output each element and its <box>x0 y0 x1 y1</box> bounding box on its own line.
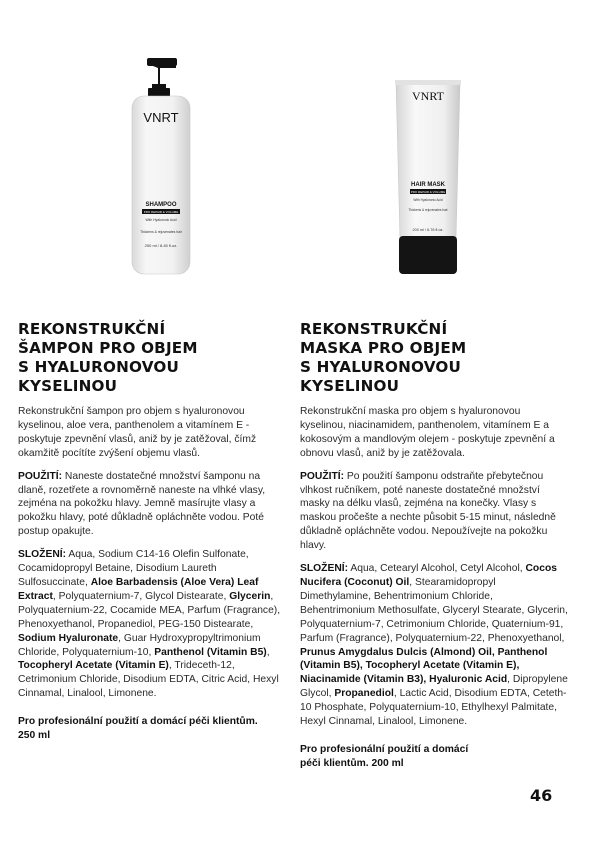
ingredient-text: , Polyquaternium-7, Glycol Distearate, <box>52 590 230 602</box>
hair-mask-description: Rekonstrukční maska pro objem s hyaluronovou kyselinou, niacinamidem, panthenolem, vitamínem E a kokosovým a mandlovým olejem - poskytuje zpevnění a obnovu vlasů, aniž by je zatěžovala. <box>300 406 555 459</box>
ingredient-highlight: Propanediol <box>334 688 394 700</box>
shampoo-usage-label: POUŽITÍ: <box>18 470 63 482</box>
shampoo-usage-text: Naneste dostatečné množství šamponu na dlaně, rozetřete a rovnoměrně naneste na vlhké vlasy, zejména na pokožku hlavy. Jemně masírujte vlasy a pokožku hlavy, poté důkladně opláchněte vodou. Poté postup opakujte. <box>18 470 266 538</box>
hair-mask-tube-image <box>388 78 468 278</box>
ingredient-highlight: Glycerin <box>229 590 271 602</box>
shampoo-label-sub1: PRO REPAIR & VOLUME <box>143 210 179 214</box>
shampoo-usage <box>18 470 286 540</box>
ingredient-highlight: Aloe Barbadensis (Aloe Vera) Leaf Extract <box>18 576 259 602</box>
ingredient-text: , Dipropylene Glycol, <box>300 674 568 700</box>
hair-mask-usage <box>300 470 568 553</box>
hair-mask-ingredients-label: SLOŽENÍ: <box>300 563 349 575</box>
ingredient-text: Aqua, Cetearyl Alcohol, Cetyl Alcohol, <box>348 563 526 575</box>
ingredient-text: , Stearamidopropyl Dimethylamine, Behentrimonium Chloride, Behentrimonium Methosulfate, Glyceryl Stearate, Glycerin, Polyquaternium-7, Cetrimonium Chloride, Quaternium-91, Parfum (Fragrance), Polyquaternium-22, Phenoxyethanol, <box>300 576 568 644</box>
mask-label-sub2: With Hyaluronic Acid <box>413 198 443 202</box>
shampoo-product-section <box>18 320 286 743</box>
shampoo-title: REKONSTRUKČNÍ ŠAMPON PRO OBJEM S HYALURONOVOU KYSELINOU <box>18 320 198 395</box>
ingredient-highlight: Panthenol (Vitamin B5) <box>154 646 267 658</box>
hair-mask-footer-note: Pro profesionální použití a domácí péči klientům. 200 ml <box>300 743 469 769</box>
mask-label-volume: 200 ml / 6.76 fl.oz. <box>412 228 444 232</box>
ingredient-text: Aqua, Sodium C14-16 Olefin Sulfonate, Cocamidopropyl Betaine, Disodium Laureth Sulfosuccinate, <box>18 549 249 588</box>
shampoo-label-volume: 250 ml / 8.45 fl.oz. <box>144 243 178 248</box>
shampoo-ingredients <box>18 548 286 701</box>
shampoo-label-name: SHAMPOO <box>145 202 177 208</box>
mask-brand: VNRT <box>412 89 444 103</box>
ingredient-text: , Trideceth-12, Cetrimonium Chloride, Disodium EDTA, Citric Acid, Hexyl Cinnamal, Linalool, Limonene. <box>18 660 279 700</box>
mask-label-name: HAIR MASK <box>411 182 445 188</box>
shampoo-ingredients-text <box>18 549 280 699</box>
mask-label-sub1: PRO REPAIR & VOLUME <box>410 190 446 194</box>
ingredient-highlight: Cocos Nucifera (Coconut) Oil <box>300 563 557 588</box>
ingredient-highlight: Tocopheryl Acetate (Vitamin E) <box>18 660 169 672</box>
shampoo-bottle-image <box>118 50 208 280</box>
shampoo-label-sub2: With Hyaluronic Acid <box>145 218 177 222</box>
ingredient-highlight: Sodium Hyaluronate <box>18 632 119 644</box>
hair-mask-usage-text: Po použití šamponu odstraňte přebytečnou vlhkost ručníkem, poté naneste dostatečné množství masky na délku vlasů, zejména na konečky. Vlasy s maskou pročešte a nechte působit 5-15 minut, následně důkladně opláchněte vodou. Nepoužívejte na pokožku hlavy. <box>300 470 556 552</box>
ingredient-text: , <box>266 646 270 658</box>
ingredient-text: , Lactic Acid, Disodium EDTA, Ceteth-10 Phosphate, Polyquaternium-10, Ethylhexyl Palmitate, Hexyl Cinnamal, Linalool, Limonene. <box>300 688 567 728</box>
ingredient-highlight: Prunus Amygdalus Dulcis (Almond) Oil, Panthenol (Vitamin B5), Tocopheryl Acetate (Vitamin E), Niacinamide (Vitamin B3), Hyaluronic Acid <box>300 646 548 686</box>
hair-mask-product-section <box>300 320 568 771</box>
hair-mask-usage-label: POUŽITÍ: <box>300 470 345 482</box>
shampoo-description: Rekonstrukční šampon pro objem s hyaluronovou kyselinou, aloe vera, panthenolem a vitamínem E - poskytuje zpevnění vlasů, aniž by je zatěžoval, čímž okamžitě pocítíte zvýšení objemu vlasů. <box>18 406 257 459</box>
hair-mask-ingredients <box>300 562 568 729</box>
shampoo-label-sub3: Thickens & rejuvenates hair <box>140 230 182 234</box>
shampoo-footer-note: Pro profesionální použití a domácí péči klientům. 250 ml <box>18 716 258 742</box>
hair-mask-title: REKONSTRUKČNÍ MASKA PRO OBJEM S HYALURONOVOU KYSELINOU <box>300 320 467 395</box>
page-number: 46 <box>530 786 553 805</box>
shampoo-brand: VNRT <box>143 110 179 125</box>
hair-mask-ingredients-text <box>300 563 568 727</box>
mask-label-sub3: Thickens & rejuvenates hair <box>408 208 448 212</box>
ingredient-text: , Polyquaternium-22, Cocamide MEA, Parfum (Fragrance), Phenoxyethanol, Propanediol, PEG-150 Distearate, <box>18 590 281 630</box>
ingredient-text: , Guar Hydroxypropyltrimonium Chloride, Polyquaternium-10, <box>18 632 261 658</box>
shampoo-ingredients-label: SLOŽENÍ: <box>18 549 67 561</box>
